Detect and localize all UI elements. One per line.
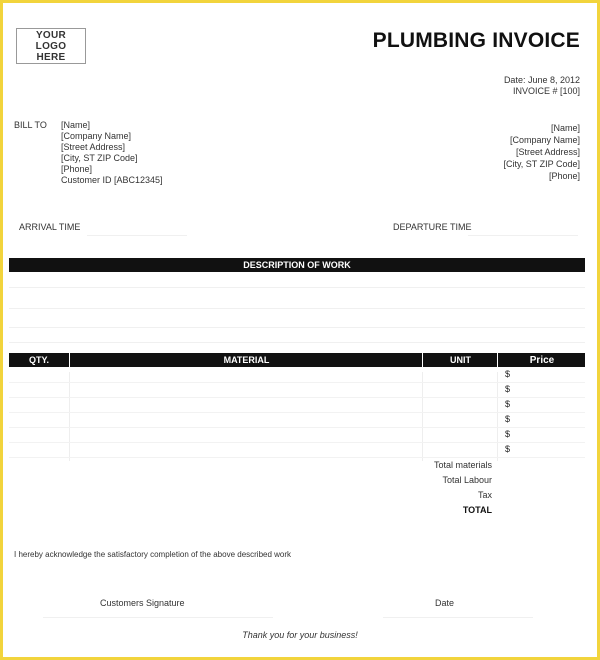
dollar-sign: $: [505, 429, 511, 439]
table-row[interactable]: [9, 367, 585, 383]
tax-label: Tax: [477, 490, 492, 500]
description-header: [9, 258, 585, 272]
dollar-sign: $: [505, 444, 511, 454]
unit-header: UNIT: [422, 353, 498, 367]
table-row[interactable]: [9, 412, 585, 428]
sender-name: [Name]: [550, 123, 580, 133]
signature-date-label: Date: [435, 598, 455, 608]
table-row[interactable]: [9, 442, 585, 458]
bill-to-company: [Company Name]: [61, 131, 132, 141]
bill-to-city: [City, ST ZIP Code]: [61, 153, 138, 163]
sender-city: [City, ST ZIP Code]: [503, 159, 580, 169]
acknowledgement-text: I hereby acknowledge the satisfactory completion of the above described work: [14, 550, 292, 559]
signature-date-field[interactable]: [383, 617, 533, 618]
invoice-title: PLUMBING INVOICE: [372, 29, 580, 52]
bill-to-label: BILL TO: [14, 120, 47, 130]
departure-time-label: DEPARTURE TIME: [393, 222, 472, 232]
dollar-sign: $: [505, 369, 511, 379]
table-row[interactable]: [9, 427, 585, 443]
bill-to-name: [Name]: [61, 120, 91, 130]
invoice-date: Date: June 8, 2012: [503, 75, 580, 85]
description-line[interactable]: [9, 309, 585, 328]
invoice-number: INVOICE # [100]: [512, 86, 580, 96]
description-line[interactable]: [9, 288, 585, 309]
qty-header: QTY.: [28, 355, 49, 365]
table-row[interactable]: [9, 397, 585, 413]
total-labour-label: Total Labour: [442, 475, 492, 485]
dollar-sign: $: [505, 414, 511, 424]
description-line[interactable]: [9, 328, 585, 343]
customer-signature-field[interactable]: [43, 617, 273, 618]
arrival-time-label: ARRIVAL TIME: [19, 222, 81, 232]
customer-signature-label: Customers Signature: [100, 598, 185, 608]
sender-address: [503, 122, 580, 182]
customer-id: Customer ID [ABC12345]: [61, 175, 163, 185]
arrival-time-field[interactable]: [87, 235, 187, 236]
total-label: TOTAL: [462, 505, 492, 515]
material-header: MATERIAL: [69, 353, 423, 367]
sender-street: [Street Address]: [515, 147, 580, 157]
table-row[interactable]: [9, 382, 585, 398]
sender-company: [Company Name]: [509, 135, 580, 145]
thank-you-note: Thank you for your business!: [242, 630, 358, 640]
dollar-sign: $: [505, 399, 511, 409]
logo-placeholder: YOUR LOGO HERE: [16, 28, 86, 64]
bill-to-street: [Street Address]: [61, 142, 126, 152]
total-materials-label: Total materials: [433, 460, 492, 470]
price-header: Price: [497, 353, 586, 367]
description-header-label: DESCRIPTION OF WORK: [243, 260, 351, 270]
description-line[interactable]: [9, 273, 585, 288]
dollar-sign: $: [505, 384, 511, 394]
sender-phone: [Phone]: [548, 171, 580, 181]
bill-to-phone: [Phone]: [61, 164, 93, 174]
materials-table-header: [9, 353, 585, 367]
departure-time-field[interactable]: [468, 235, 578, 236]
bill-to-address: [61, 120, 163, 186]
invoice-page: [3, 3, 597, 657]
